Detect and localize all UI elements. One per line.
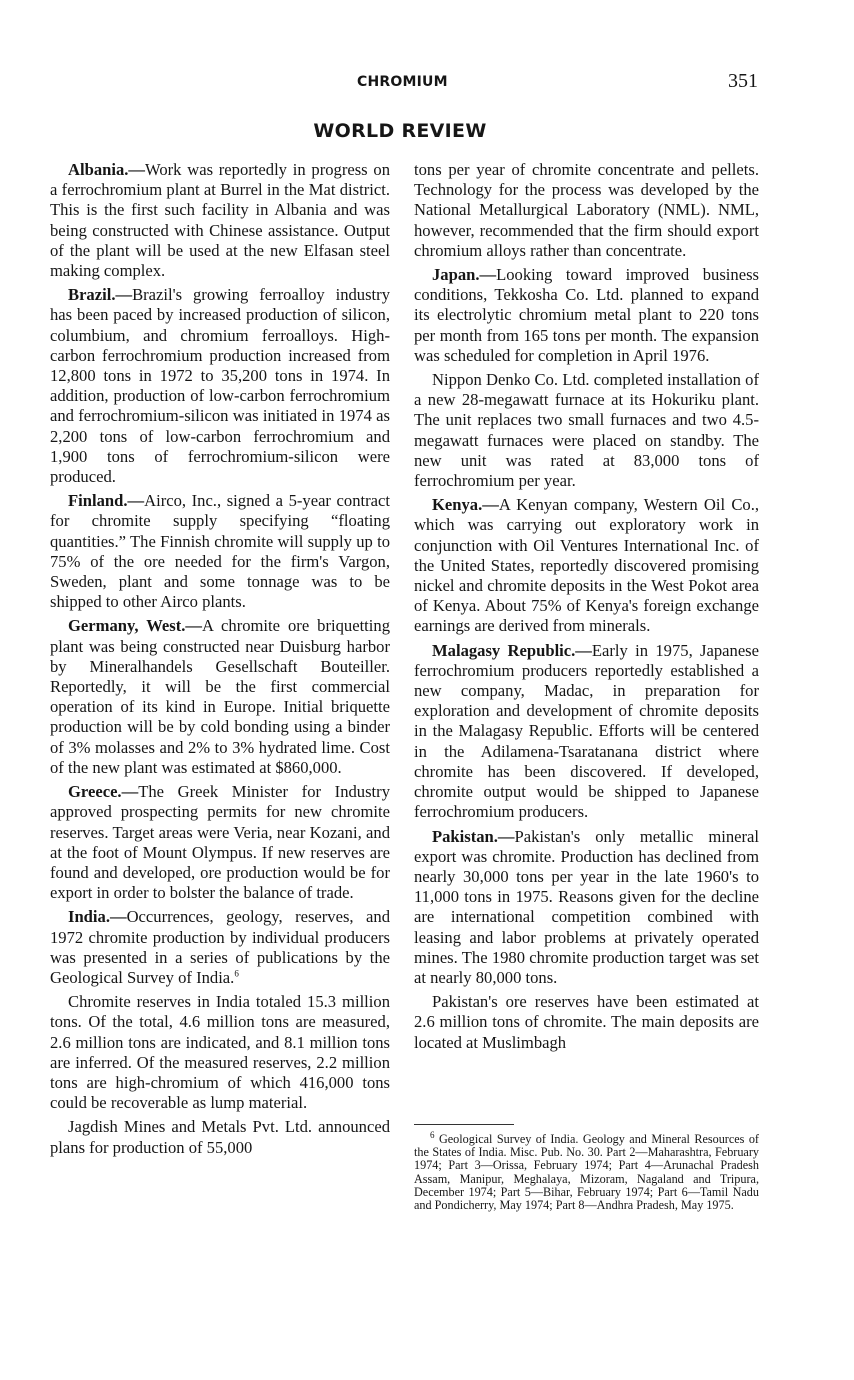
paragraph-text: A Kenyan company, Western Oil Co., which was carrying out exploratory work in conjunction with Oil Ventures International Inc. of the United States, reportedly discovered promising nickel and chromite deposits in the West Pokot area of Kenya. About 75% of Kenya's foreign exchange earnings are derived from minerals. bbox=[414, 495, 759, 636]
paragraph-text: Pakistan's only metallic mineral export was chromite. Production has declined from nearly 30,000 tons per year in the late 1960's to 11,000 tons in 1975. Reasons given for the decline are international competition combined with leasing and labor problems at privately operated mines. The 1980 chromite production target was set at nearly 80,000 tons. bbox=[414, 826, 759, 987]
paragraph-lead: Albania.— bbox=[68, 160, 145, 179]
paragraph-text: Brazil's growing ferroalloy industry has been paced by increased production of silicon, columbium, and chromium ferroalloys. High-carbon ferrochromium production increased from 12,800 tons in 1972 to 35,200 tons in 1974. In addition, production of low-carbon ferrochromium and ferrochromium-silicon was initiated in 1974 as 2,200 tons of low-carbon ferrochromium and 1,900 tons of ferrochromium-silicon were produced. bbox=[50, 285, 390, 487]
paragraph-pakistan-reserves bbox=[414, 992, 759, 1053]
paragraph-india bbox=[50, 907, 390, 988]
paragraph-germany-west bbox=[50, 616, 390, 778]
paragraph-japan bbox=[414, 265, 759, 366]
paragraph-text: Occurrences, geology, reserves, and 1972 chromite production by individual producers was presented in a series of publications by the Geological Survey of India. bbox=[50, 907, 390, 987]
paragraph-lead: Malagasy Republic.— bbox=[432, 640, 592, 660]
paragraph-greece bbox=[50, 782, 390, 903]
paragraph-text: Airco, Inc., signed a 5-year contract for chromite supply specifying “floating quantities.” The Finnish chromite will supply up to 75% of the ore needed for the firm's Vargon, Sweden, plant and some tonnage was to be shipped to other Airco plants. bbox=[50, 491, 390, 612]
paragraph-lead: Greece.— bbox=[68, 782, 139, 802]
paragraph-text: Nippon Denko Co. Ltd. completed installation of a new 28-megawatt furnace at its Hokuriku plant. The unit replaces two small furnaces and two 4.5-megawatt furnaces were placed on standby. The new unit was rated at 83,000 tons of ferrochromium per year. bbox=[414, 370, 759, 491]
footnote-reference: 6 bbox=[234, 968, 239, 979]
footnote-marker: 6 bbox=[430, 1129, 435, 1140]
paragraph-nippon-denko bbox=[414, 370, 759, 491]
running-head bbox=[0, 70, 854, 94]
paragraph-india-reserves bbox=[50, 992, 390, 1113]
paragraph-text: Jagdish Mines and Metals Pvt. Ltd. announced plans for production of 55,000 bbox=[50, 1117, 390, 1157]
footnote bbox=[414, 1129, 759, 1213]
footnote-divider bbox=[414, 1124, 514, 1125]
footnote-block bbox=[414, 1124, 759, 1212]
left-column bbox=[50, 160, 390, 1162]
paragraph-finland bbox=[50, 491, 390, 612]
paragraph-lead: Japan.— bbox=[432, 265, 497, 285]
paragraph-text: The Greek Minister for Industry approved prospecting permits for new chromite reserves. Target areas were Veria, near Kozani, and at the foot of Mount Olympus. If new reserves are found and developed, ore production would be for export in order to bolster the balance of trade. bbox=[50, 782, 390, 903]
paragraph-albania bbox=[50, 160, 390, 281]
running-title: CHROMIUM bbox=[357, 74, 448, 90]
paragraph-text: Chromite reserves in India totaled 15.3 million tons. Of the total, 4.6 million tons are measured, 2.6 million tons are indicated, and 8.1 million tons are inferred. Of the measured reserves, 2.2 million tons are high-chromium of which 416,000 tons could be recoverable as lump material. bbox=[50, 992, 390, 1113]
paragraph-text: Looking toward improved business conditions, Tekkosha Co. Ltd. planned to expand its electrolytic chromium metal plant to 220 tons per month from 165 tons per month. The expansion was scheduled for completion in April 1976. bbox=[414, 265, 759, 365]
paragraph-text: Early in 1975, Japanese ferrochromium producers reportedly established a new company, Madac, in preparation for exploration and development of chromite deposits in the Malagasy Republic. Efforts will be centered in the Adilamena-Tsaratanana district where chromite has been discovered. If developed, chromite output would be shipped to Japanese ferrochromium producers. bbox=[414, 640, 760, 822]
page-number: 351 bbox=[728, 70, 758, 92]
paragraph-lead: Pakistan.— bbox=[432, 826, 515, 846]
paragraph-brazil bbox=[50, 285, 390, 487]
paragraph-kenya bbox=[414, 495, 759, 636]
paragraph-text: Work was reportedly in progress on a ferrochromium plant at Burrel in the Mat district. This is the first such facility in Albania and was being constructed with Chinese assistance. Output of the plant will be used at the new Elfasan steel making complex. bbox=[50, 160, 390, 281]
paragraph-malagasy-republic bbox=[414, 641, 759, 823]
paragraph-jagdish-mines bbox=[50, 1117, 390, 1157]
paragraph-lead: Kenya.— bbox=[432, 495, 499, 515]
paragraph-pakistan bbox=[414, 827, 759, 989]
paragraph-continuation bbox=[414, 160, 759, 261]
paragraph-text: A chromite ore briquetting plant was being constructed near Duisburg harbor by Mineralhandels Gesellschaft Bouteiller. Reportedly, it will be the first commercial operation of its kind in Europe. Initial briquette production will be by cold bonding using a binder of 3% molasses and 2% to 3% hydrated lime. Cost of the new plant was estimated at $860,000. bbox=[50, 616, 390, 777]
right-column bbox=[414, 160, 759, 1057]
footnote-text: Geological Survey of India. Geology and Mineral Resources of the States of India. Misc. Pub. No. 30. Part 2—Maharashtra, February 1974; Part 3—Orissa, February 1974; Part 4—Arunachal Pradesh Assam, Manipur, Meghalaya, Mizoram, Nagaland and Tripura, December 1974; Part 5—Bihar, February 1974; Part 6—Tamil Nadu and Pondicherry, May 1974; Part 8—Andhra Pradesh, May 1975. bbox=[414, 1132, 759, 1213]
paragraph-text: tons per year of chromite concentrate and pellets. Technology for the process was developed by the National Metallurgical Laboratory (NML). NML, however, recommended that the firm should export chromium alloys rather than concentrate. bbox=[414, 160, 759, 260]
section-title: WORLD REVIEW bbox=[313, 120, 487, 142]
paragraph-text: Pakistan's ore reserves have been estimated at 2.6 million tons of chromite. The main deposits are located at Muslimbagh bbox=[414, 992, 759, 1052]
paragraph-lead: India.— bbox=[68, 907, 127, 927]
paragraph-lead: Germany, West.— bbox=[68, 616, 202, 636]
paragraph-lead: Finland.— bbox=[68, 491, 145, 511]
paragraph-lead: Brazil.— bbox=[68, 285, 133, 305]
